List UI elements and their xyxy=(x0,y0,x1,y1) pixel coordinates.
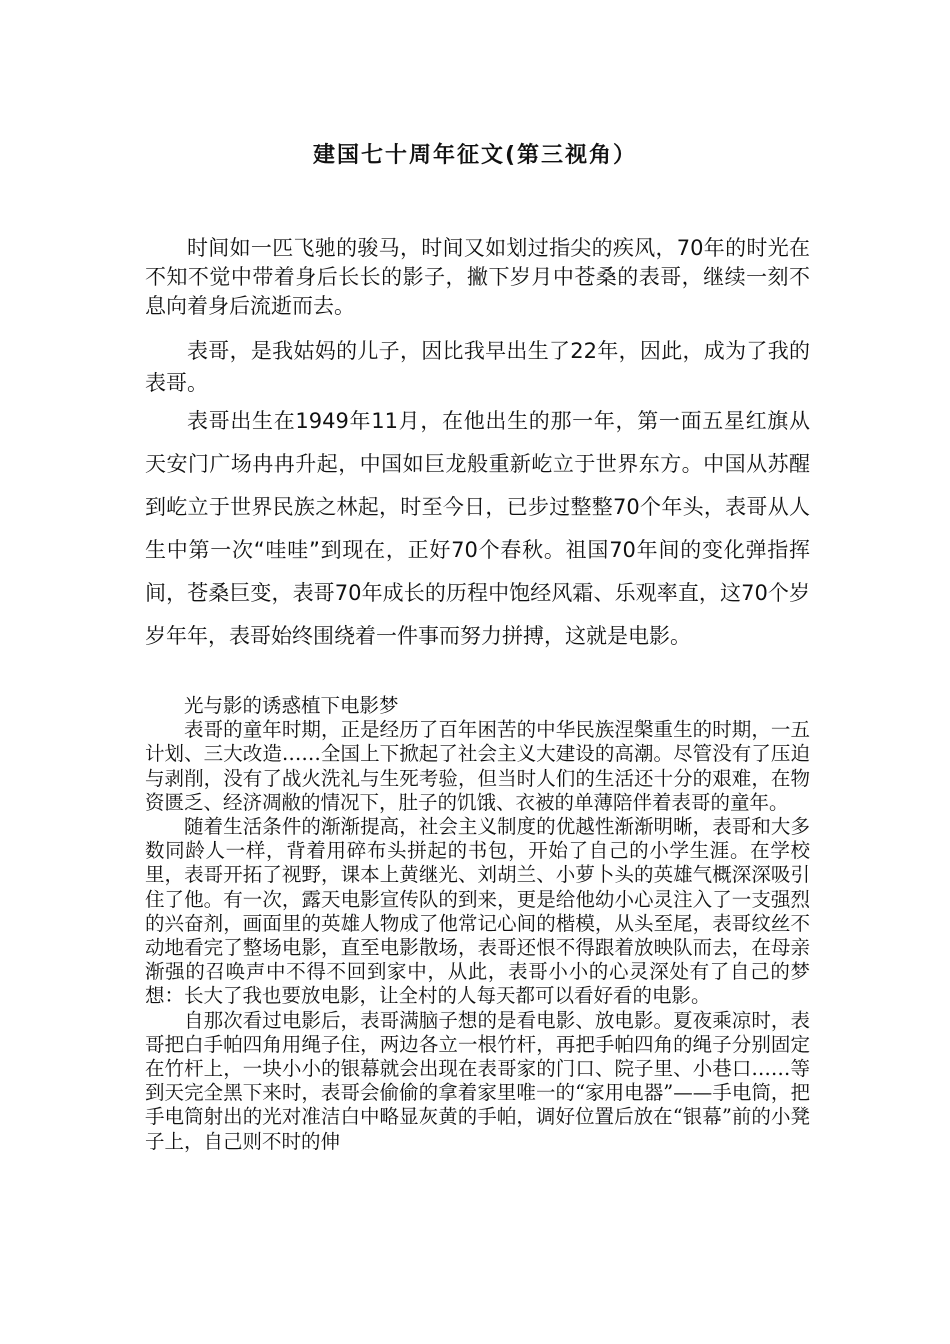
document-title: 建国七十周年征文(第三视角） xyxy=(312,143,638,168)
section-intro xyxy=(145,234,810,321)
section-heading: 光与影的诱惑植下电影梦 xyxy=(184,694,399,717)
paragraph: 表哥的童年时期，正是经历了百年困苦的中华民族涅槃重生的时期，一五计划、三大改造……全国上下掀起了社会主义大建设的高潮。尽管没有了压迫与剥削，没有了战火洗礼与生死考验，但当时人们的生活还十分的艰难，在物资匮乏、经济凋敝的情况下，肚子的饥饿、衣被的单薄陪伴着表哥的童年。 xyxy=(145,718,810,814)
paragraph: 表哥，是我姑妈的儿子，因比我早出生了22年，因此，成为了我的表哥。 xyxy=(145,339,810,395)
paragraph: 表哥出生在1949年11月，在他出生的那一年，第一面五星红旗从天安门广场冉冉升起，中国如巨龙般重新屹立于世界东方。中国从苏醒到屹立于世界民族之林起，时至今日，已步过整整70个年头，表哥从人生中第一次“哇哇”到现在，正好70个春秋。祖国70年间的变化弹指挥间，苍桑巨变，表哥70年成长的历程中饱经风霜、乐观率直，这70个岁岁年年，表哥始终围绕着一件事而努力拼搏，这就是电影。 xyxy=(145,409,810,648)
section-birth xyxy=(145,404,810,658)
paragraph: 自那次看过电影后，表哥满脑子想的是看电影、放电影。夏夜乘凉时，表哥把白手帕四角用绳子住，两边各立一根竹杆，再把手帕四角的绳子分别固定在竹杆上，一块小小的银幕就会出现在表哥家的门口、院子里、小巷口……等到天完全黑下来时，表哥会偷偷的拿着家里唯一的“家用电器”——手电筒，把手电筒射出的光对准洁白中略显灰黄的手帕，调好位置后放在“银幕”前的小凳子上，自己则不时的伸 xyxy=(145,1008,810,1153)
section-cousin xyxy=(145,335,810,399)
paragraph: 随着生活条件的渐渐提高，社会主义制度的优越性渐渐明晰，表哥和大多数同龄人一样，背着用碎布头拼起的书包，开始了自己的小学生涯。在学校里，表哥开拓了视野，课本上黄继光、刘胡兰、小萝卜头的英雄气概深深吸引住了他。有一次，露天电影宣传队的到来，更是给他幼小心灵注入了一支强烈的兴奋剂，画面里的英雄人物成了他常记心间的楷模，从头至尾，表哥纹丝不动地看完了整场电影，直至电影散场，表哥还恨不得跟着放映队而去，在母亲渐强的召唤声中不得不回到家中，从此，表哥小小的心灵深处有了自己的梦想：长大了我也要放电影，让全村的人每天都可以看好看的电影。 xyxy=(145,815,810,1008)
paragraph: 时间如一匹飞驰的骏马，时间又如划过指尖的疾风，70年的时光在不知不觉中带着身后长长的影子，撇下岁月中苍桑的表哥，继续一刻不息向着身后流逝而去。 xyxy=(145,236,810,318)
section-childhood xyxy=(145,694,810,1154)
